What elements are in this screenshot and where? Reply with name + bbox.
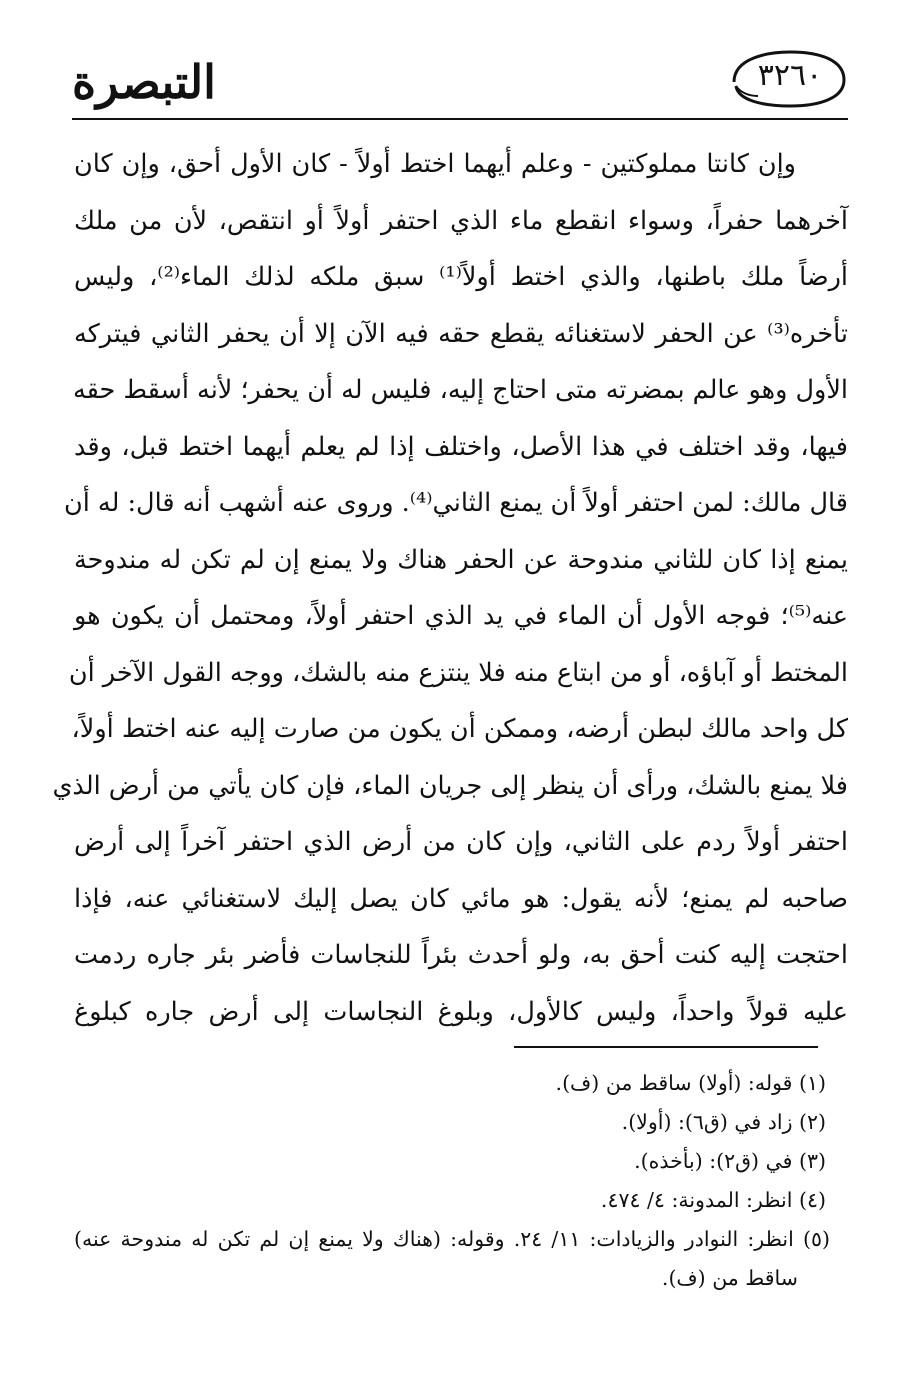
footnote-5: (٥) انظر: النوادر والزيادات: ١١/ ٢٤. وقوله: (هناك ولا يمنع إن لم تكن له مندوحة عنه) <box>74 1227 830 1251</box>
footnotes <box>74 1064 830 1298</box>
book-title: التبصرة <box>72 55 216 109</box>
footnote-5-continuation: ساقط من (ف). <box>661 1266 798 1290</box>
page-header <box>72 44 848 120</box>
body-line: الأول وهو عالم بمضرته متى احتاج إليه، فليس له أن يحفر؛ لأنه أسقط حقه <box>72 375 848 405</box>
footnote-1: (١) قوله: (أولا) ساقط من (ف). <box>555 1071 826 1095</box>
body-line: تأخره⁽³⁾ عن الحفر لاستغنائه يقطع حقه فيه الآن إلا أن يحفر الثاني فيتركه <box>74 318 848 349</box>
body-line: عنه⁽⁵⁾؛ فوجه الأول أن الماء في يد الذي احتفر أولاً، ومحتمل أن يكون هو <box>74 601 848 631</box>
body-line: المختط أو آباؤه، أو من ابتاع منه فلا ينتزع منه بالشك، ووجه القول الآخر أن <box>68 657 848 688</box>
footnote-3: (٣) في (ق٢): (بأخذه). <box>634 1149 826 1173</box>
body-text <box>52 136 848 1040</box>
body-line: عليه قولاً واحداً، وليس كالأول، وبلوغ النجاسات إلى أرض جاره كبلوغ <box>74 996 848 1027</box>
header-rule <box>72 118 848 120</box>
page-number: ٣٢٦٠ <box>757 58 823 93</box>
body-line: كل واحد مالك لبطن أرضه، وممكن أن يكون من صارت إليه عنه اختط أولاً، <box>71 714 848 744</box>
body-line: أرضاً ملك باطنها، والذي اختط أولاً⁽¹⁾ سبق ملكه لذلك الماء⁽²⁾، وليس <box>74 262 848 292</box>
body-line: قال مالك: لمن احتفر أولاً أن يمنع الثاني⁽⁴⁾. وروى عنه أشهب أنه قال: له أن <box>64 488 848 518</box>
body-line: يمنع إذا كان للثاني مندوحة عن الحفر هناك ولا يمنع إن لم تكن له مندوحة <box>74 544 848 575</box>
body-line: وإن كانتا مملوكتين - وعلم أيهما اختط أولاً - كان الأول أحق، وإن كان <box>74 149 796 179</box>
body-line: فلا يمنع بالشك، ورأى أن ينظر إلى جريان الماء، فإن كان يأتي من أرض الذي <box>52 770 848 801</box>
body-line: آخرهما حفراً، وسواء انقطع ماء الذي احتفر أولاً أو انتقص، لأن من ملك <box>74 205 848 236</box>
body-line: فيها، وقد اختلف في هذا الأصل، واختلف إذا لم يعلم أيهما اختط قبل، وقد <box>74 431 848 462</box>
body-line: صاحبه لم يمنع؛ لأنه يقول: هو مائي كان يصل إليك لاستغنائي عنه، فإذا <box>74 883 848 914</box>
body-line: احتفر أولاً ردم على الثاني، وإن كان من أرض الذي احتفر آخراً إلى أرض <box>74 827 848 857</box>
body-line: احتجت إليه كنت أحق به، ولو أحدث بئراً للنجاسات فأضر بئر جاره ردمت <box>74 940 848 970</box>
footnote-2: (٢) زاد في (ق٦): (أولا). <box>621 1110 826 1134</box>
footnote-4: (٤) انظر: المدونة: ٤/ ٤٧٤. <box>600 1188 826 1212</box>
page-number-frame <box>728 46 848 110</box>
footnote-separator <box>514 1046 818 1048</box>
